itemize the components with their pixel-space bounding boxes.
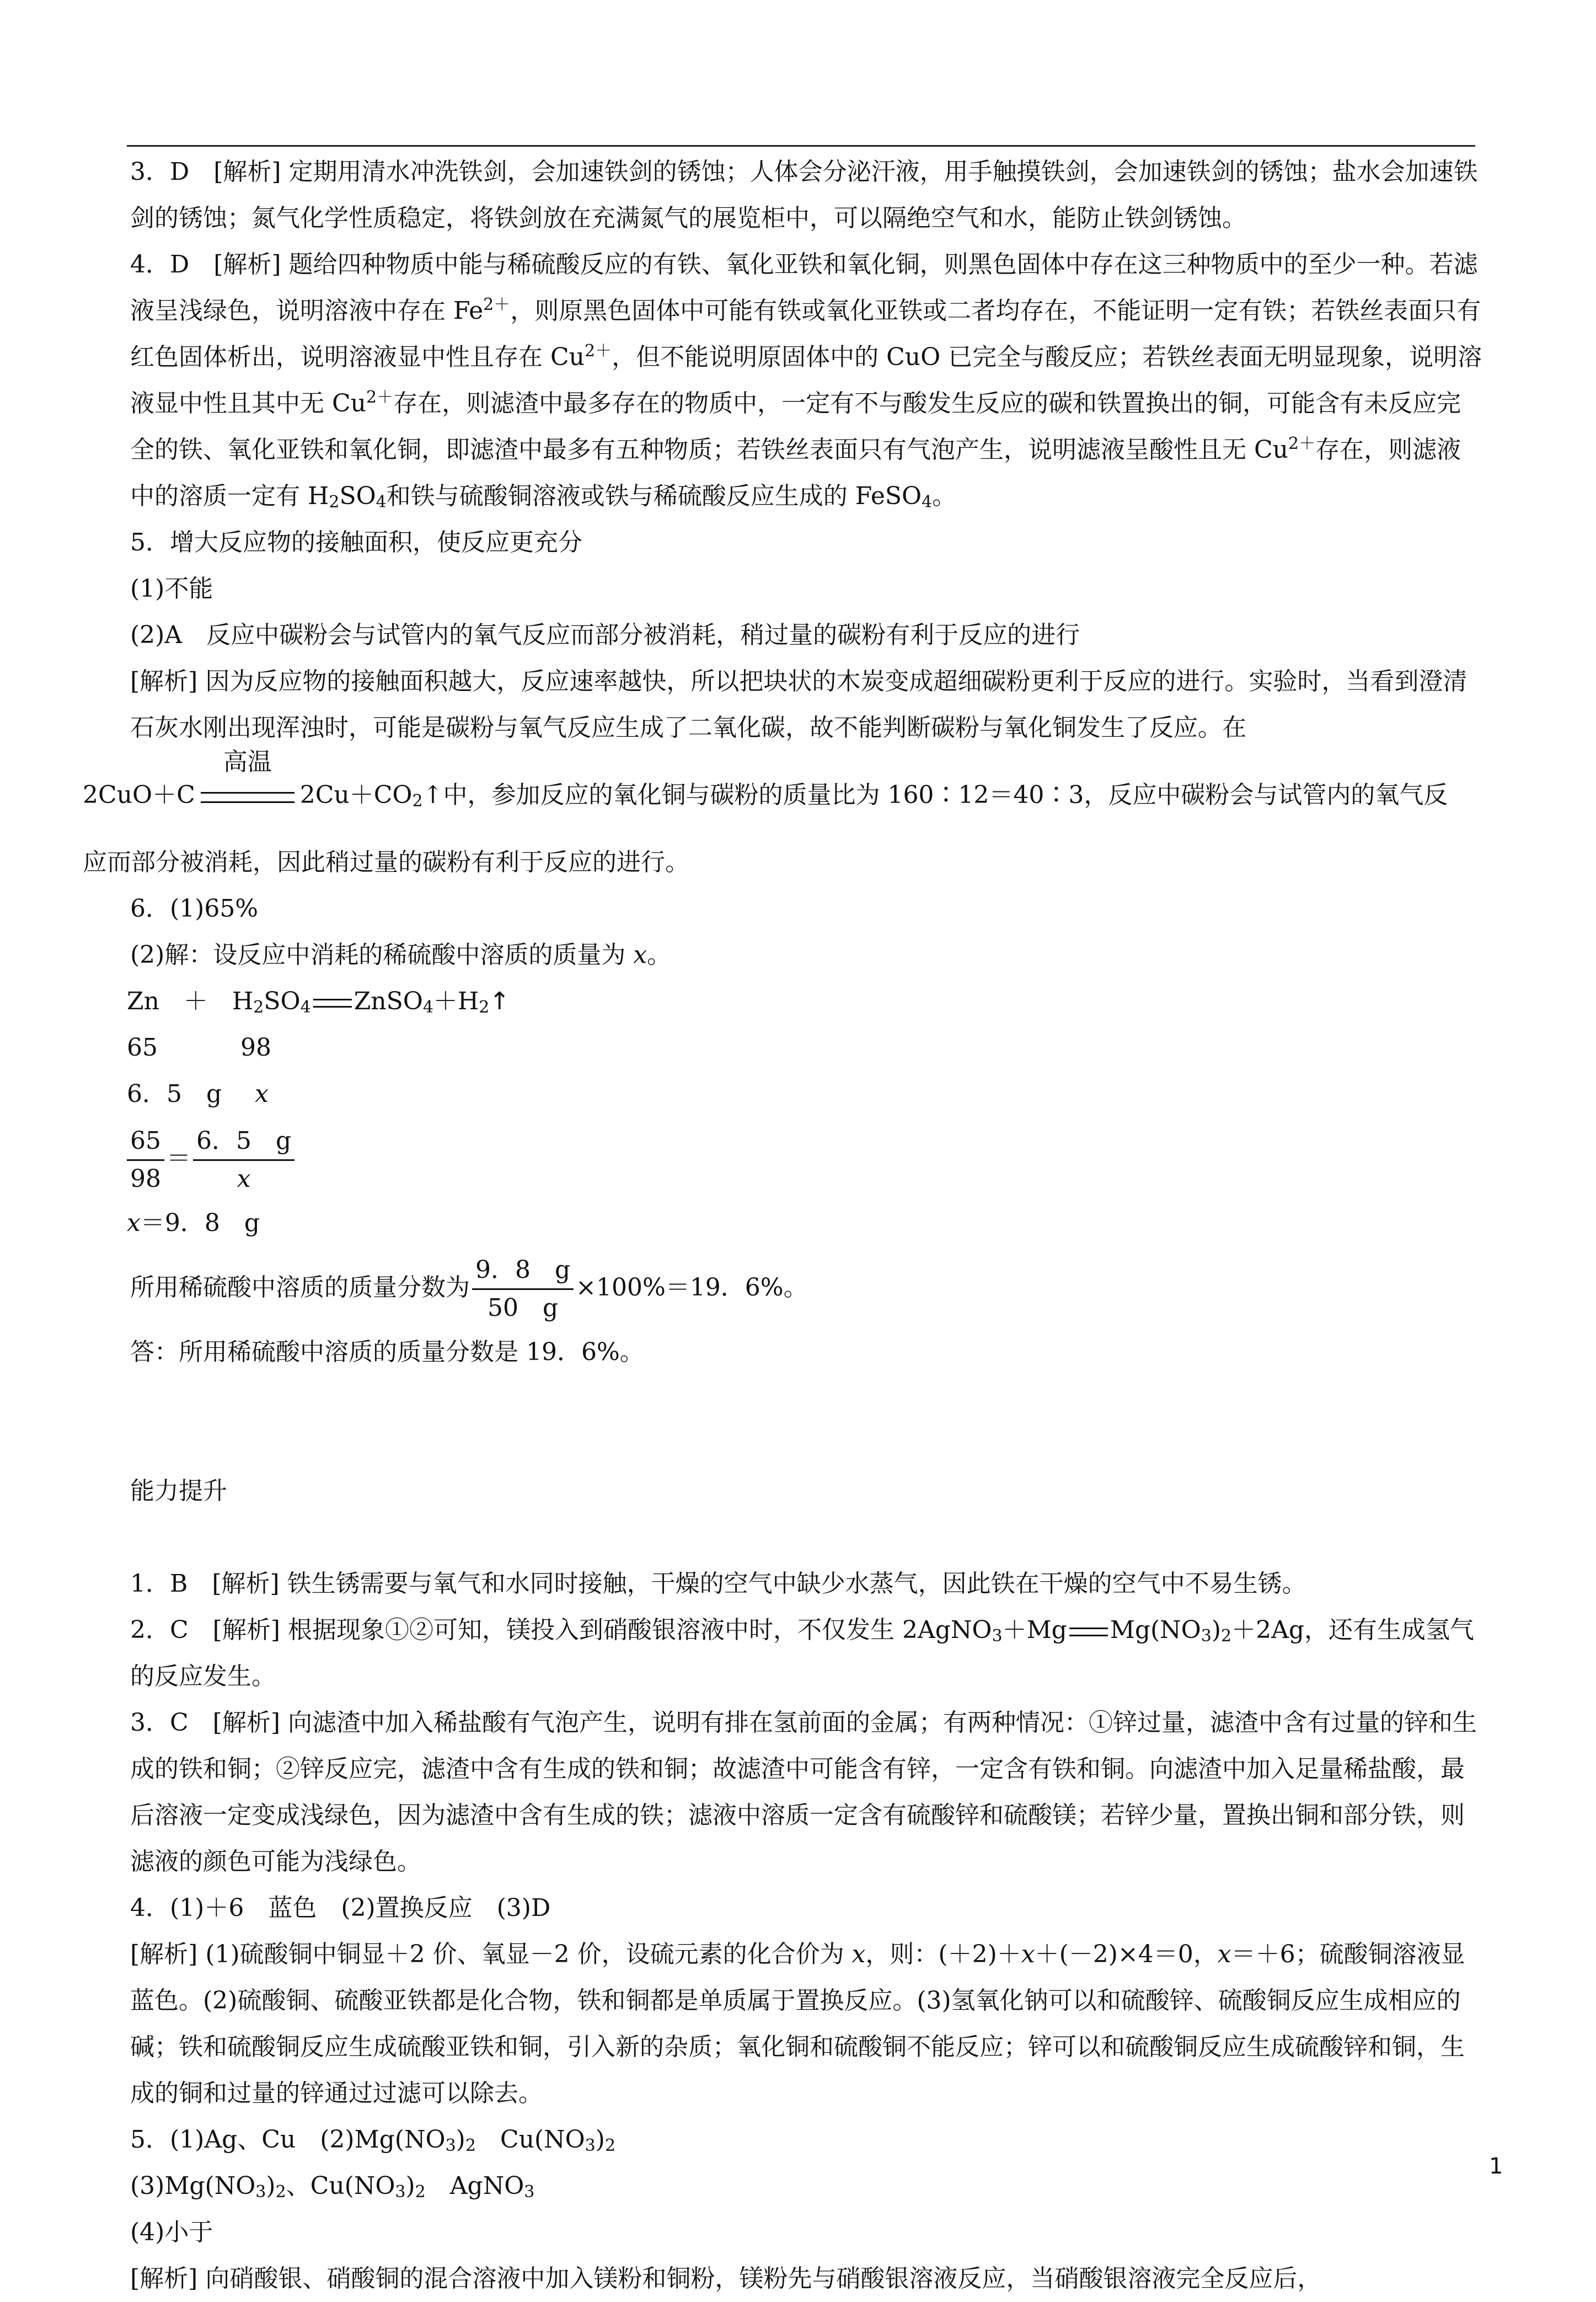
equals-sign (313, 999, 352, 1008)
solution-result: x＝9．8 g (127, 1209, 260, 1237)
answer-5-analysis-end: 应而部分被消耗，因此稍过量的碳粉有利于反应的进行。 (83, 848, 689, 876)
fraction-9.8-50: $\frac{9.8 g}{50 g}$ (472, 1252, 574, 1326)
answer-6-part-2: (2)解：设反应中消耗的稀硫酸中溶质的质量为 x。 (130, 941, 672, 969)
ability-answer-4: 4．(1)＋6 蓝色 (2)置换反应 (3)D (130, 1894, 551, 1922)
section-title: 能力提升 (130, 1477, 227, 1505)
answer-6-part-1: 6．(1)65% (130, 895, 259, 923)
percentage-calculation: 所用稀硫酸中溶质的质量分数为 $\frac{9.8 g}{50 g}$ ×100%＝19．6%。 (83, 1246, 1483, 1329)
ability-answer-5-parts-1-2: 5．(1)Ag、Cu $(2)Mg(NO_3)_2$ $Cu(NO_3)_2$ (130, 2126, 616, 2155)
ability-answer-1: 1．B [解析] 铁生锈需要与氧气和水同时接触，干燥的空气中缺少水蒸气，因此铁在干燥的空气中不易生锈。 (130, 1570, 1306, 1598)
ability-answer-5-part-3: $(3)Mg(NO_3)_2$、$Cu(NO_3)_2$ AgNO$_3$ (130, 2172, 535, 2202)
reaction-equation: Zn ＋ $H_2SO_4$ $ZnSO_4+H_2↑$ (127, 987, 510, 1017)
fraction-mass-x: $\frac{6.5 g}{x}$ (193, 1123, 294, 1197)
answer-5-analysis: [解析] 因为反应物的接触面积越大，反应速率越快，所以把块状的木炭变成超细碳粉更利于反应的进行。实验时，当看到澄清石灰水刚出现浑浊时，可能是碳粉与氧气反应生成了二氧化碳，故不能判断碳粉与氧化铜发生了反应。在 (130, 667, 1468, 742)
relative-mass-line: 65 98 (127, 1034, 271, 1062)
actual-mass-line: 6．5 g x (127, 1080, 269, 1108)
answer-document (83, 149, 1483, 2302)
proportion-equation: $\frac{65}{98}$ ＝ $\frac{6.5 g}{x}$ (83, 1117, 1483, 1200)
spacer (83, 1514, 1483, 1561)
answer-5-part-2: (2)A 反应中碳粉会与试管内的氧气反应而部分被消耗，稍过量的碳粉有利于反应的进行 (130, 621, 1080, 649)
page-number: 1 (1489, 2154, 1503, 2179)
answer-5-part-1: (1)不能 (130, 575, 213, 603)
spacer (83, 1375, 1483, 1468)
ability-answer-2: 2．C [解析] 根据现象①②可知，镁投入到硝酸银溶液中时，不仅发生 2AgNO$_3$＋Mg $Mg(NO_3)_2+2Ag$，还有生成氢气的反应发生。 (130, 1616, 1475, 1690)
answer-5-equation-line: 2CuO＋C 高温 $2Cu+CO_2↑$中，参加反应的氧化铜与碳粉的质量比为 160∶12＝40∶3，反应中碳粉会与试管内的氧气反 (83, 748, 1448, 811)
ability-answer-3: 3．C [解析] 向滤渣中加入稀盐酸有气泡产生，说明有排在氢前面的金属；有两种情况：①锌过量，滤渣中含有过量的锌和生成的铁和铜；②锌反应完，滤渣中含有生成的铁和铜；故滤渣中可能含有锌，一定含有铁和铜。向滤渣中加入足量稀盐酸，最后溶液一定变成浅绿色，因为滤渣中含有生成的铁；滤液中溶质一定含有硫酸锌和硫酸镁；若锌少量，置换出铜和部分铁，则滤液的颜色可能为浅绿色。 (130, 1709, 1477, 1876)
fraction-65-98: $\frac{65}{98}$ (127, 1123, 164, 1197)
ability-answer-4-analysis: [解析] (1)硫酸铜中铜显＋2 价、氧显－2 价，设硫元素的化合价为 x，则：(＋2)＋x＋(－2)×4＝0，x＝＋6；硫酸铜溶液显蓝色。(2)硫酸铜、硫酸亚铁都是化合物，铁和铜都是单质属于置换反应。(3)氢氧化钠可以和硫酸锌、硫酸铜反应生成相应的碱；铁和硫酸铜反应生成硫酸亚铁和铜，引入新的杂质；氧化铜和硫酸铜不能反应；锌可以和硫酸铜反应生成硫酸锌和铜，生成的铜和过量的锌通过过滤可以除去。 (130, 1940, 1465, 2107)
ability-answer-5-analysis: [解析] 向硝酸银、硝酸铜的混合溶液中加入镁粉和铜粉，镁粉先与硝酸银溶液反应，当硝酸银溶液完全反应后， (130, 2264, 1322, 2293)
header-rule (127, 145, 1475, 147)
answer-3: 3．D [解析] 定期用清水冲洗铁剑，会加速铁剑的锈蚀；人体会分泌汗液，用手触摸铁剑，会加速铁剑的锈蚀；盐水会加速铁剑的锈蚀；氮气化学性质稳定，将铁剑放在充满氮气的展览柜中，可以隔绝空气和水，能防止铁剑锈蚀。 (130, 158, 1478, 232)
final-answer: 答：所用稀硫酸中溶质的质量分数是 19．6%。 (130, 1338, 644, 1366)
ability-answer-5-part-4: (4)小于 (130, 2218, 213, 2246)
reaction-condition-sign: 高温 (201, 781, 294, 803)
equals-sign (1069, 1628, 1108, 1636)
answer-5: 5．增大反应物的接触面积，使反应更充分 (130, 528, 582, 556)
answer-4: 4．D [解析] 题给四种物质中能与稀硫酸反应的有铁、氧化亚铁和氧化铜，则黑色固体中存在这三种物质中的至少一种。若滤液呈浅绿色，说明溶液中存在 $Fe^{2+}$，则原黑色固体中可能有铁或氧化亚铁或二者均存在，不能证明一定有铁；若铁丝表面只有红色固体析出，说明溶液显中性且存在 $Cu^{2+}$，但不能说明原固体中的 CuO 已完全与酸反应；若铁丝表面无明显现象，说明溶液显中性且其中无 $Cu^{2+}$存在，则滤渣中最多存在的物质中，一定有不与酸发生反应的碳和铁置换出的铜，可能含有未反应完全的铁、氧化亚铁和氧化铜，即滤渣中最多有五种物质；若铁丝表面只有气泡产生，说明滤液呈酸性且无 $Cu^{2+}$存在，则滤液中的溶质一定有 $H_2SO_4$和铁与硫酸铜溶液或铁与稀硫酸反应生成的 FeSO$_4$。 (130, 250, 1482, 512)
